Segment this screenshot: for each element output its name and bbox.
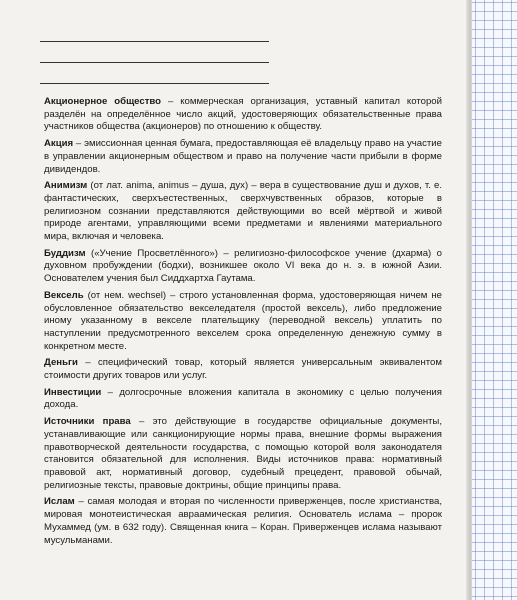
glossary-definition: (от нем. wechsel) – строго установленная форма, удостоверяющая ничем не обусловленное обязательство векселедателя (простой вексель), либо предложение иному указанному в векселе плательщику (переводной вексель) уплатить по наступлении предусмотренного векселем срока определенную денежную сумму в конкретном месте. [44,289,442,352]
glossary-term: Анимизм [44,180,88,192]
glossary-term: Акционерное общество [44,96,162,107]
glossary-entry [44,138,442,176]
glossary-definition: («Учение Просветлённого») – религиозно-философское учение (дхарма) о духовном пробуждении (бодхи), возникшее около VI века до н. э. в южной Азии. Основателем учения был Сиддхартха Гаутама. [44,247,442,285]
glossary-term: Буддизм [44,247,86,259]
glossary-definition: – самая молодая и вторая по численности приверженцев, после христианства, мировая монотеистическая авраамическая религия. Основатель ислама – пророк Мухаммед (ум. в 632 году). Священная книга – Коран. Приверженцев ислама называют мусульманами. [44,496,442,546]
glossary-definition: – коммерческая организация, уставный капитал которой разделён на определённое число акций, удостоверяющих обязательственные права участников общества (акционеров) по отношению к обществу. [44,96,442,133]
glossary-definition: – это действующие в государстве официальные документы, устанавливающие или санкционирующие нормы права, внешние формы выражения правотворческой деятельности государства, с помощью которой воля законодателя становится обязательной для исполнения. Виды источников права: нормативный правовой акт, нормативный договор, судебный прецедент, правовой обычай, религиозные тексты, правовые доктрины, общие принципы права. [44,416,442,491]
glossary-entry [44,290,442,354]
glossary-term: Вексель [44,289,84,301]
glossary-term: Акция [44,138,74,150]
glossary-term: Инвестиции [44,386,102,398]
blank-writing-line-3 [40,83,269,84]
glossary-term: Источники права [44,416,131,428]
glossary-definition: – эмиссионная ценная бумага, предоставляющая её владельцу право на участие в управлении акционерным обществом и право на получение части прибыли в форме дивидендов. [44,138,442,175]
glossary-entry [44,387,442,412]
blank-writing-line-1 [40,41,269,42]
glossary-entry [44,357,442,382]
glossary-entry [44,248,442,286]
glossary-term: Деньги [44,357,78,369]
glossary-definition: (от лат. anima, animus – душа, дух) – вера в существование душ и духов, т. е. фантастических, сверхъестественных, сверхчувственных образов, которые в религиозном сознании представляются действующими во всей мёртвой и живой природе агентами, управляющими всеми предметами и явлениями материального мира, включая и человека. [44,180,442,243]
glossary-entry [44,96,442,134]
glossary-term: Ислам [44,496,75,508]
glossary-entry [44,180,442,244]
glossary-entry [44,416,442,492]
glossary-definition: – специфический товар, который является универсальным эквивалентом стоимости других товаров или услуг. [44,357,442,382]
glossary-definition: – долгосрочные вложения капитала в экономику с целью получения дохода. [44,386,442,411]
glossary [44,96,442,551]
grid-paper-page [472,0,517,600]
glossary-entry [44,496,442,547]
blank-writing-line-2 [40,62,269,63]
